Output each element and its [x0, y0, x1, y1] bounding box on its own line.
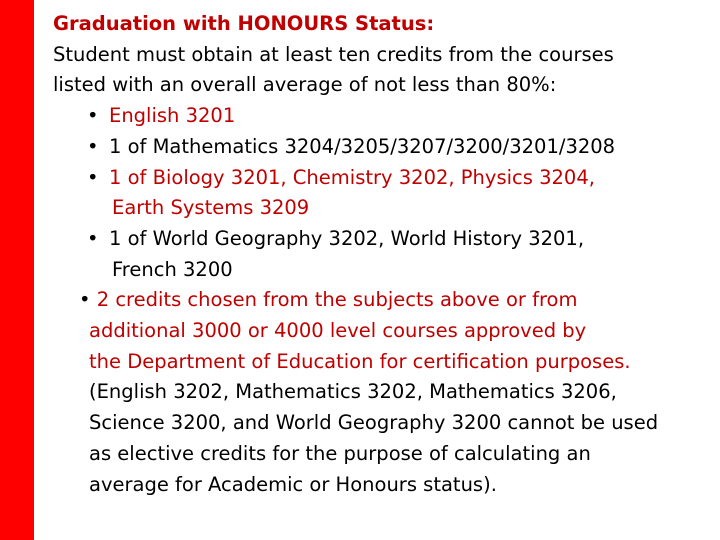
slide-heading: Graduation with HONOURS Status: — [53, 12, 435, 35]
requirement-science — [53, 163, 713, 194]
elective-note-line-4: average for Academic or Honours status). — [89, 472, 497, 496]
requirement-electives-text: 2 credits chosen from the subjects above or from — [96, 288, 578, 312]
requirement-electives-line-2: additional 3000 or 4000 level courses approved by — [89, 319, 587, 343]
red-accent-bar — [0, 0, 34, 540]
requirement-mathematics — [53, 132, 713, 163]
bullet-icon: • — [79, 288, 91, 312]
elective-note-line-1: (English 3202, Mathematics 3202, Mathematics 3206, — [89, 380, 617, 404]
slide-body — [53, 9, 713, 500]
requirement-social-studies-text: 1 of World Geography 3202, World History 3201, — [109, 226, 585, 250]
requirement-english-text: English 3201 — [109, 104, 236, 128]
requirement-social-studies-continued: French 3200 — [112, 257, 233, 281]
bullet-icon: • — [87, 165, 99, 189]
requirement-science-continued: Earth Systems 3209 — [112, 196, 310, 220]
requirement-electives — [53, 285, 713, 316]
requirement-science-text: 1 of Biology 3201, Chemistry 3202, Physics 3204, — [109, 165, 595, 189]
intro-line-1: Student must obtain at least ten credits from the courses — [53, 42, 614, 66]
requirement-english — [53, 101, 713, 132]
bullet-icon: • — [87, 226, 99, 250]
requirement-mathematics-text: 1 of Mathematics 3204/3205/3207/3200/3201/3208 — [109, 134, 616, 158]
bullet-icon: • — [87, 134, 99, 158]
requirement-social-studies — [53, 224, 713, 255]
elective-note-line-2: Science 3200, and World Geography 3200 cannot be used — [89, 411, 659, 435]
bullet-icon: • — [87, 104, 99, 128]
intro-line-2: listed with an overall average of not less than 80%: — [53, 73, 557, 97]
elective-note-line-3: as elective credits for the purpose of calculating an — [89, 441, 591, 465]
requirement-electives-line-3: the Department of Education for certification purposes. — [89, 349, 631, 373]
